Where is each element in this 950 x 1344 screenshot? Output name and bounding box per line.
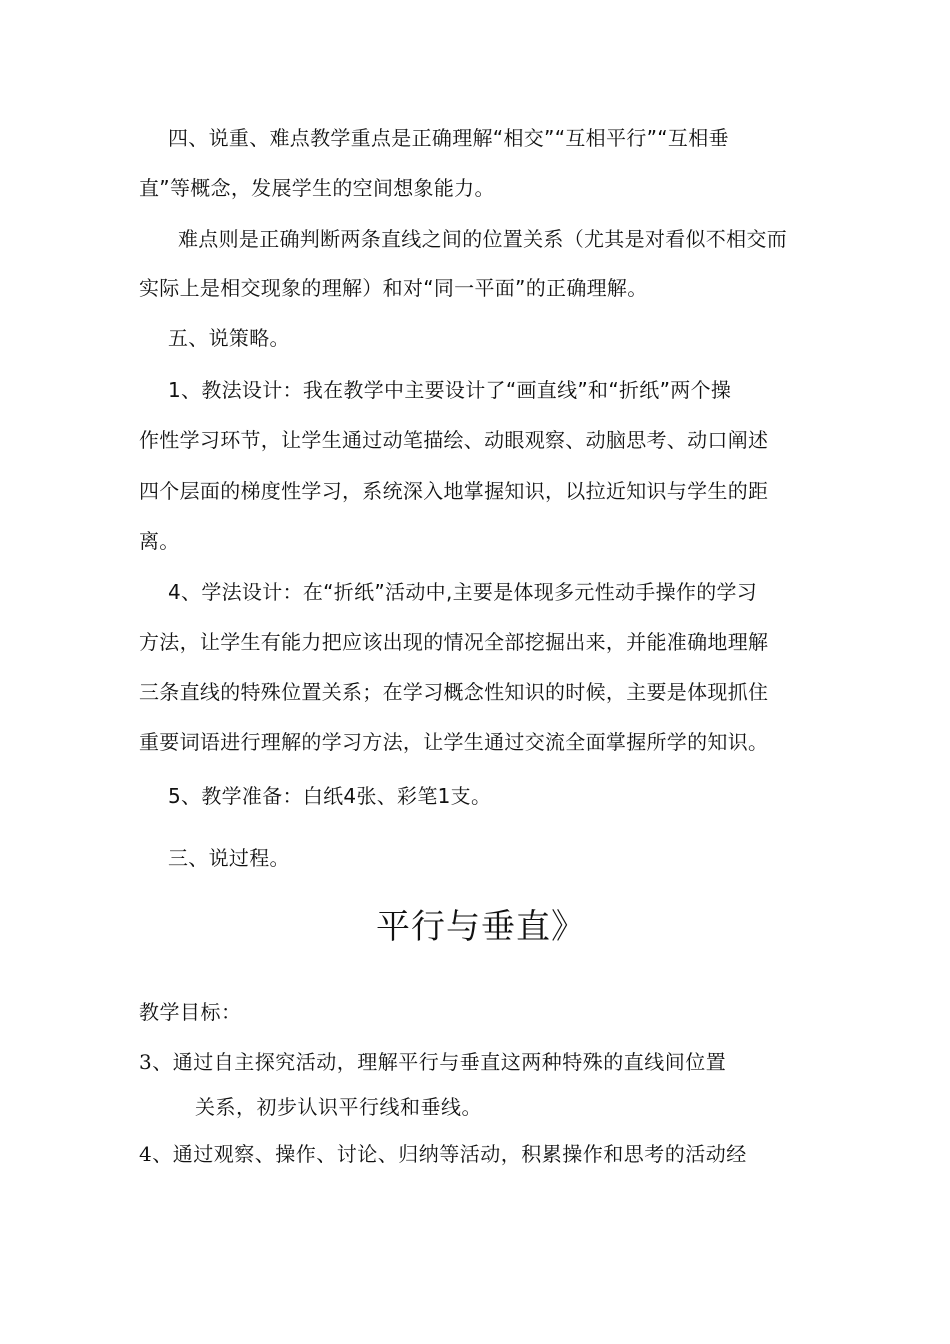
goals-heading: 教学目标： xyxy=(139,1000,242,1024)
section4-line3: 难点则是正确判断两条直线之间的位置关系（尤其是对看似不相交而 xyxy=(178,227,787,251)
lesson-title: 平行与垂直》 xyxy=(376,907,586,947)
goal3-line1: 3、通过自主探究活动，理解平行与垂直这两种特殊的直线间位置 xyxy=(139,1050,727,1074)
goal3-line2: 关系，初步认识平行线和垂线。 xyxy=(195,1095,482,1119)
teaching-method-line1: 1、教法设计：我在教学中主要设计了“画直线”和“折纸”两个操 xyxy=(168,378,732,402)
goal4-line1: 4、通过观察、操作、讨论、归纳等活动，积累操作和思考的活动经 xyxy=(139,1142,747,1166)
section4-line4: 实际上是相交现象的理解）和对“同一平面”的正确理解。 xyxy=(139,276,648,300)
section3-heading: 三、说过程。 xyxy=(168,846,290,870)
learning-method-line3: 三条直线的特殊位置关系；在学习概念性知识的时候，主要是体现抓住 xyxy=(139,680,769,704)
section5-heading: 五、说策略。 xyxy=(168,326,290,350)
section4-line2: 直”等概念，发展学生的空间想象能力。 xyxy=(139,176,495,200)
learning-method-line2: 方法，让学生有能力把应该出现的情况全部挖掘出来，并能准确地理解 xyxy=(139,630,769,654)
section4-line1: 四、说重、难点教学重点是正确理解“相交”“互相平行”“互相垂 xyxy=(168,126,729,150)
learning-method-line4: 重要词语进行理解的学习方法，让学生通过交流全面掌握所学的知识。 xyxy=(139,730,769,754)
teaching-method-line2: 作性学习环节，让学生通过动笔描绘、动眼观察、动脑思考、动口阐述 xyxy=(139,428,769,452)
teaching-method-line4: 离。 xyxy=(139,529,180,553)
teaching-method-line3: 四个层面的梯度性学习，系统深入地掌握知识，以拉近知识与学生的距 xyxy=(139,479,769,503)
teaching-prep: 5、教学准备：白纸4张、彩笔1支。 xyxy=(168,784,492,808)
learning-method-line1: 4、学法设计：在“折纸”活动中,主要是体现多元性动手操作的学习 xyxy=(168,580,758,604)
